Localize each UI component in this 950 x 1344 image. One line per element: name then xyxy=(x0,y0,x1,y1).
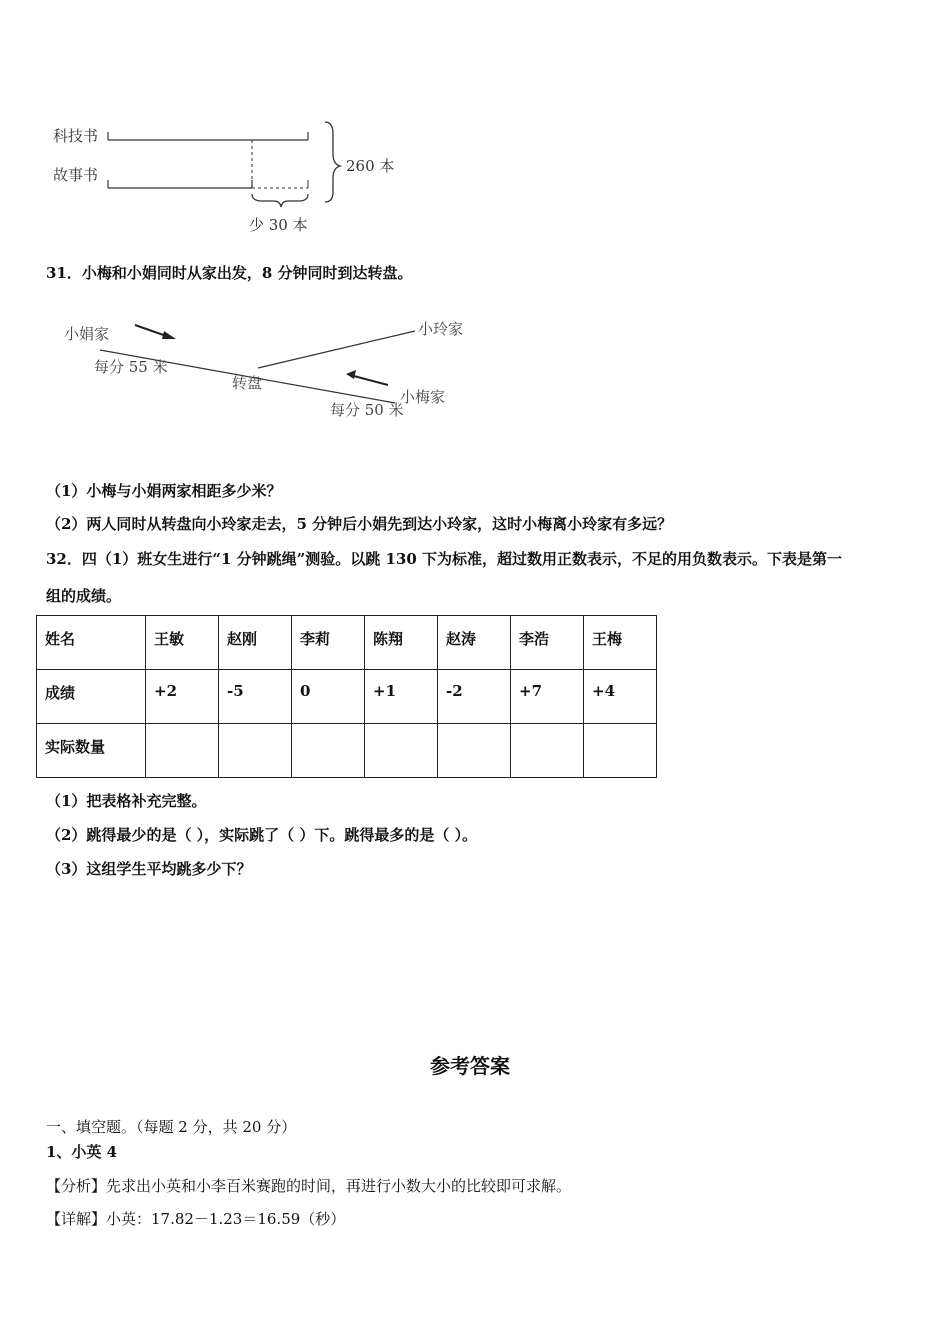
table-cell: 实际数量 xyxy=(37,724,146,778)
answer-section-title: 参考答案 xyxy=(430,1054,510,1078)
route-map-diagram xyxy=(50,305,490,430)
table-row xyxy=(37,670,657,724)
table-cell xyxy=(292,724,365,778)
table-cell: 姓名 xyxy=(37,616,146,670)
question-32-sub3: （3）这组学生平均跳多少下？ xyxy=(46,860,252,878)
table-cell: 李莉 xyxy=(292,616,365,670)
question-32-sub2: （2）跳得最少的是（ ），实际跳了（ ）下。跳得最多的是（ ）。 xyxy=(46,826,478,844)
answer-item-1: 1、小英 4 xyxy=(46,1143,118,1161)
question-32-line2: 组的成绩。 xyxy=(46,587,122,605)
table-cell: 成绩 xyxy=(37,670,146,724)
ling-home-label: 小玲家 xyxy=(418,320,464,338)
table-row xyxy=(37,616,657,670)
table-cell xyxy=(438,724,511,778)
juan-home-label: 小娟家 xyxy=(64,325,110,343)
table-cell: 0 xyxy=(292,670,365,724)
table-cell: -2 xyxy=(438,670,511,724)
question-32-line1: 32．四（1）班女生进行“1 分钟跳绳”测验。以跳 130 下为标准，超过数用正数表示，不足的用负数表示。下表是第一 xyxy=(46,550,842,568)
table-cell xyxy=(365,724,438,778)
table-cell xyxy=(584,724,657,778)
total-brace xyxy=(325,122,340,202)
jump-rope-score-table xyxy=(36,615,657,778)
table-cell xyxy=(146,724,219,778)
question-31-text: 31．小梅和小娟同时从家出发，8 分钟同时到达转盘。 xyxy=(46,264,413,282)
mei-speed-label: 每分 50 米 xyxy=(330,401,404,419)
question-31-sub1: （1）小梅与小娟两家相距多少米？ xyxy=(46,482,282,500)
table-cell: +1 xyxy=(365,670,438,724)
table-cell: 王梅 xyxy=(584,616,657,670)
tech-book-label: 科技书 xyxy=(53,127,99,145)
table-cell: +2 xyxy=(146,670,219,724)
table-row xyxy=(37,724,657,778)
answer-analysis: 【分析】先求出小英和小李百米赛跑的时间，再进行小数大小的比较即可求解。 xyxy=(46,1177,572,1195)
table-cell xyxy=(511,724,584,778)
question-32-sub1: （1）把表格补充完整。 xyxy=(46,792,207,810)
table-cell xyxy=(219,724,292,778)
table-cell: +4 xyxy=(584,670,657,724)
table-cell: 王敏 xyxy=(146,616,219,670)
total-label: 260 本 xyxy=(346,157,395,175)
mei-home-label: 小梅家 xyxy=(400,388,446,406)
juan-speed-label: 每分 55 米 xyxy=(94,358,168,376)
difference-brace xyxy=(252,194,308,207)
arrow-mei-direction xyxy=(350,375,388,385)
table-cell: +7 xyxy=(511,670,584,724)
answer-detail: 【详解】小英：17.82－1.23＝16.59（秒） xyxy=(46,1210,346,1228)
book-segment-diagram xyxy=(40,110,420,245)
roundabout-label: 转盘 xyxy=(232,374,263,392)
road-to-ling xyxy=(258,331,415,368)
table-cell: 李浩 xyxy=(511,616,584,670)
table-cell: 赵刚 xyxy=(219,616,292,670)
table-cell: 陈翔 xyxy=(365,616,438,670)
question-31-sub2: （2）两人同时从转盘向小玲家走去，5 分钟后小娟先到达小玲家，这时小梅离小玲家有多远？ xyxy=(46,515,673,533)
answer-section-heading: 一、填空题。（每题 2 分，共 20 分） xyxy=(46,1118,297,1136)
table-cell: -5 xyxy=(219,670,292,724)
story-book-label: 故事书 xyxy=(53,166,99,184)
table-cell: 赵涛 xyxy=(438,616,511,670)
difference-label: 少 30 本 xyxy=(249,216,308,234)
